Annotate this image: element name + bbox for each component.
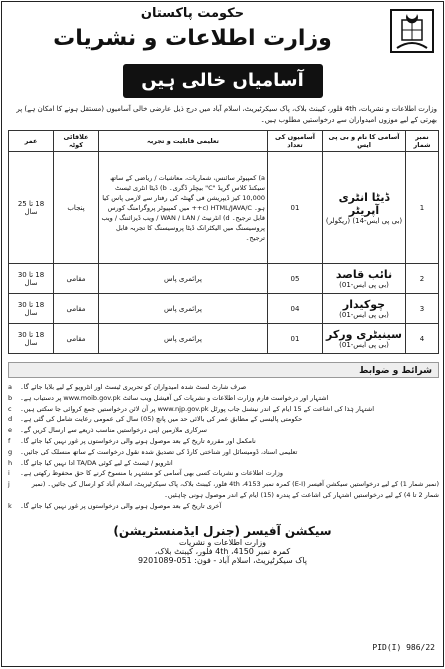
post-title: چوکیدار	[342, 298, 386, 311]
condition-text: اشتہار ہٰذا کی اشاعت کے 15 ایام کے اندر نیشنل جاب پورٹل www.njp.gov.pk پر آن لائن درخواستیں جمع کروائی جا سکتی ہیں۔	[20, 404, 375, 413]
post-bps: (بی پی ایس-01)	[339, 341, 389, 349]
condition-text: تعلیمی اسناد، ڈومیسائل اور شناختی کارڈ کی تصدیق شدہ نقول درخواست کے ساتھ منسلک کی جائیں۔	[20, 447, 298, 456]
posts-table	[8, 130, 439, 354]
condition-item	[8, 425, 439, 436]
footer-address: پاک سیکرٹیریٹ، اسلام آباد - فون: 051-9201089	[137, 555, 308, 565]
condition-item	[8, 414, 439, 425]
condition-letter: h	[8, 458, 13, 467]
condition-letter: k	[8, 501, 12, 510]
count-cell: 05	[268, 264, 323, 294]
footer-address-block	[73, 524, 373, 565]
serial-cell: 4	[406, 324, 439, 354]
count-cell: 01	[268, 152, 323, 264]
table-header-row	[9, 131, 439, 152]
state-emblem-icon	[389, 8, 435, 54]
condition-item	[8, 458, 439, 469]
vacancies-banner: آسامیاں خالی ہیں	[123, 64, 323, 98]
advertisement-page	[1, 1, 444, 667]
col-age: عمر	[9, 131, 54, 152]
qualification-cell: پرائمری پاس	[99, 264, 268, 294]
conditions-heading: شرائط و ضوابط	[8, 362, 439, 378]
col-quota: علاقائی کوٹہ	[54, 131, 99, 152]
condition-item	[8, 404, 439, 415]
condition-text: اشتہار اور درخواست فارم وزارت اطلاعات و نشریات کی آفیشل ویب سائٹ www.moib.gov.pk پر دستیاب ہے۔	[20, 393, 329, 402]
col-qualification: تعلیمی قابلیت و تجربہ	[99, 131, 268, 152]
condition-text: (نمبر شمار 1) کے لیے درخواستیں سیکشن آفیسر (E-I) کمرہ نمبر 4153، 4th فلور، کیبنٹ بلاک، پاک سیکرٹیریٹ، اسلام آباد کو ارسال کی جائیں۔ (نمبر شمار 2 تا 4) کے لیے درخواستیں اشتہار کی اشاعت کے پندرہ (15) ایام کے اندر موصول ہونی چاہئیں۔	[31, 480, 439, 499]
pid-number: PID(I) 986/22	[372, 643, 435, 652]
count-cell: 01	[268, 324, 323, 354]
table-row	[9, 264, 439, 294]
post-cell	[323, 264, 406, 294]
qualification-cell: a) کمپیوٹر سائنس، شماریات، معاشیات / ریاضی کے ساتھ سیکنڈ کلاس گریڈ "C" بیچلر ڈگری۔ b) ڈیٹا انٹری ٹیسٹ 10,000 کیز ڈیپریشن فی گھنٹہ کی رفتار سے لازمی پاس کیا ہو۔ c) HTML/JAVA/C++ میں کمپیوٹر پروگرامنگ کورس قابل ترجیح۔ d) انٹرنیٹ / WAN / LAN / ویب ڈیزائننگ / ویب پروسیسنگ میں الیکٹرانک ڈیٹا پروسیسنگ کا تجربہ قابل ترجیح۔	[99, 152, 268, 264]
post-bps: (بی پی ایس-01)	[339, 281, 389, 289]
condition-text: وزارت اطلاعات و نشریات کسی بھی آسامی کو مشتہر یا منسوخ کرنے کا حق محفوظ رکھتی ہے۔	[20, 469, 283, 478]
conditions-list	[8, 382, 439, 512]
government-title: حکومت پاکستان	[140, 6, 245, 21]
condition-item	[8, 382, 439, 393]
post-title: نائب قاصد	[335, 268, 393, 281]
footer-office: سیکشن آفیسر (جنرل ایڈمنسٹریشن)	[113, 523, 332, 538]
table-row	[9, 294, 439, 324]
condition-text: سرکاری ملازمین اپنی درخواستیں مناسب ذریعے سے ارسال کریں گے۔	[20, 426, 207, 435]
age-cell: 18 تا 30 سال	[9, 294, 54, 324]
condition-letter: f	[8, 436, 11, 445]
condition-item	[8, 447, 439, 458]
post-cell	[323, 152, 406, 264]
condition-item	[8, 479, 439, 501]
footer-ministry: وزارت اطلاعات و نشریات	[179, 537, 266, 547]
condition-letter: e	[8, 426, 12, 435]
qualification-cell: پرائمری پاس	[99, 294, 268, 324]
quota-cell: مقامی	[54, 264, 99, 294]
condition-letter: g	[8, 447, 13, 456]
age-cell: 18 تا 30 سال	[9, 264, 54, 294]
quota-cell: مقامی	[54, 324, 99, 354]
serial-cell: 3	[406, 294, 439, 324]
ministry-title: وزارت اطلاعات و نشریات	[53, 26, 332, 51]
quota-cell: پنجاب	[54, 152, 99, 264]
post-title: ڈیٹا انٹری آپریٹر	[338, 190, 390, 217]
col-post: آسامی کا نام و بی پی ایس	[323, 131, 406, 152]
condition-letter: d	[8, 415, 13, 424]
table-row	[9, 324, 439, 354]
post-title: سینیٹری ورکر	[326, 328, 402, 341]
col-count: آسامیوں کی تعداد	[268, 131, 323, 152]
condition-item	[8, 468, 439, 479]
age-cell: 18 تا 25 سال	[9, 152, 54, 264]
intro-text: وزارت اطلاعات و نشریات، 4th فلور، کیبنٹ بلاک، پاک سیکرٹیریٹ، اسلام آباد میں درج ذیل عارضی خالی آسامیوں (مستقل ہونے کا امکان ہے) پر بھرتی کے لیے موزوں امیدواران سے درخواستیں مطلوب ہیں۔	[16, 105, 437, 124]
condition-letter: a	[8, 383, 12, 391]
condition-text: انٹرویو / ٹیسٹ کے لیے کوئی TA/DA ادا نہیں کیا جائے گا۔	[20, 458, 173, 467]
condition-text: حکومتی پالیسی کے مطابق عمر کی بالائی حد میں پانچ (05) سال کی عمومی رعایت شامل کی گئی ہے۔	[20, 415, 303, 424]
condition-text: آخری تاریخ کے بعد موصول ہونے والی درخواستوں پر غور نہیں کیا جائے گا۔	[20, 501, 222, 510]
condition-letter: c	[8, 404, 12, 413]
condition-item	[8, 501, 439, 512]
table-row	[9, 152, 439, 264]
count-cell: 04	[268, 294, 323, 324]
condition-letter: j	[8, 480, 10, 489]
condition-item	[8, 393, 439, 404]
serial-cell: 2	[406, 264, 439, 294]
condition-text: صرف شارٹ لسٹ شدہ امیدواران کو تحریری ٹیسٹ اور انٹرویو کے لیے بلایا جائے گا۔	[20, 383, 247, 391]
post-bps: (بی پی ایس-01)	[339, 311, 389, 319]
post-cell	[323, 324, 406, 354]
header	[2, 2, 443, 62]
post-cell	[323, 294, 406, 324]
footer-room: کمرہ نمبر 4150، 4th فلور، کیبنٹ بلاک،	[154, 546, 291, 556]
post-bps: (بی پی ایس-14) (ریگولر)	[325, 216, 403, 225]
age-cell: 18 تا 30 سال	[9, 324, 54, 354]
condition-letter: b	[8, 393, 13, 402]
qualification-cell: پرائمری پاس	[99, 324, 268, 354]
serial-cell: 1	[406, 152, 439, 264]
quota-cell: مقامی	[54, 294, 99, 324]
condition-item	[8, 436, 439, 447]
col-serial: نمبر شمار	[406, 131, 439, 152]
condition-text: نامکمل اور مقررہ تاریخ کے بعد موصول ہونے والی درخواستوں پر غور نہیں کیا جائے گا۔	[20, 436, 256, 445]
condition-letter: i	[8, 469, 10, 478]
